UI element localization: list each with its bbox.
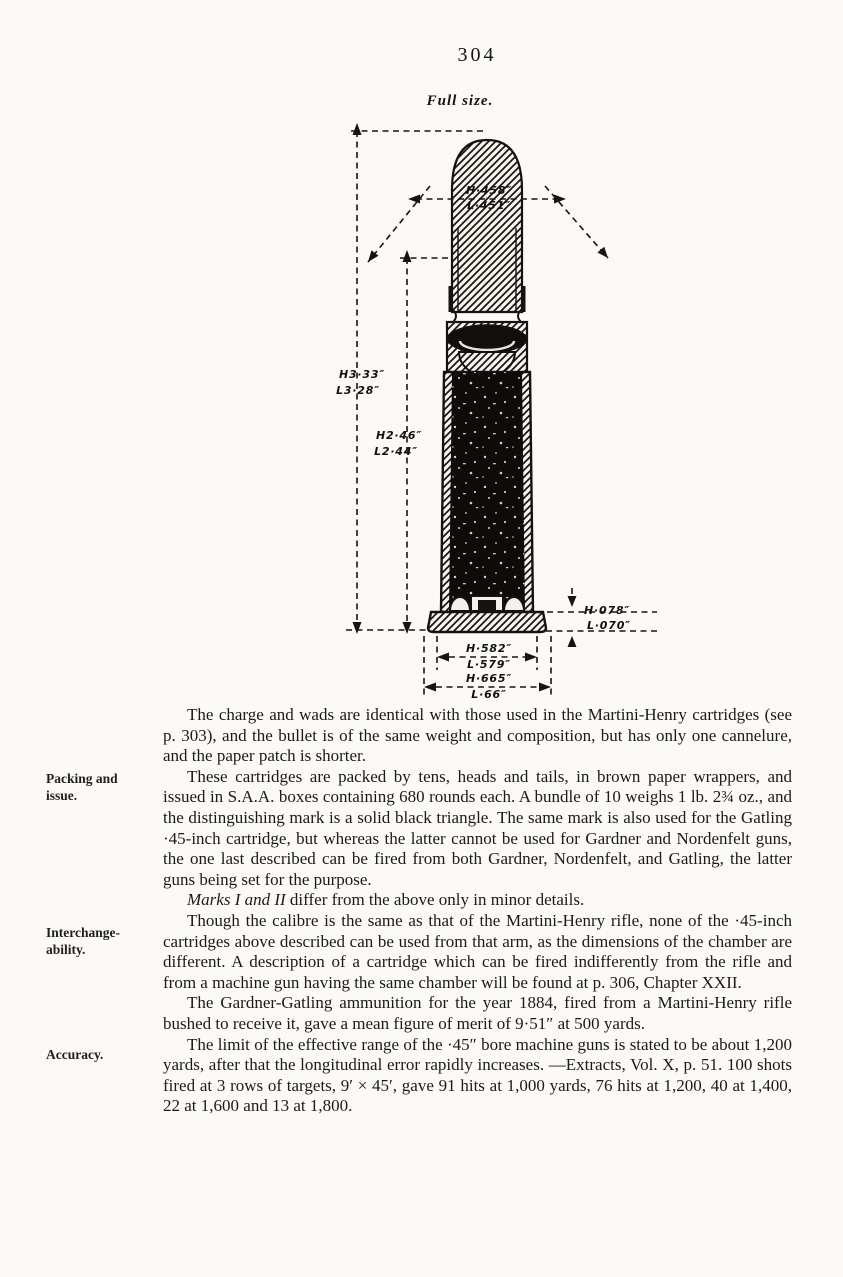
- powder-charge: [449, 372, 525, 612]
- dim-total-length-h: H3·33″: [338, 368, 386, 381]
- paragraph-marks-rest: differ from the above only in minor details.: [285, 890, 585, 910]
- cartridge-diagram: [320, 118, 680, 710]
- paragraph-packing: These cartridges are packed by tens, heads and tails, in brown paper wrappers, and issued in S.A.A. boxes containing 680 rounds each. A bundle of 10 weighs 1 lb. 2¾ oz., and the distinguishing mark is a solid black triangle. The same mark is also used for the Gatling ·45-inch cartridge, but whereas the latter cannot be used for Gardner and Nordenfelt guns, the one last described can be fired from both Gardner, Nordenfelt, and Gatling, the latter guns being set for the purpose.: [163, 766, 792, 889]
- dim-rim-thickness-l: L·070″: [587, 619, 631, 632]
- body-text: [163, 705, 792, 1117]
- dim-head-diameter-l: L·579″: [467, 658, 511, 671]
- paragraph-accuracy: The Gardner-Gatling ammunition for the year 1884, fired from a Martini-Henry rifle bushed to receive it, gave a mean figure of merit of 9·51″ at 500 yards.: [163, 993, 792, 1033]
- paragraph-marks-italic: Marks I and II: [187, 890, 286, 910]
- margin-note-packing: [46, 771, 156, 804]
- dim-case-length-l: L2·44″: [374, 445, 418, 458]
- margin-note-accuracy: [46, 1047, 156, 1064]
- figure-caption: Full size.: [426, 93, 494, 109]
- rim-base: [428, 612, 546, 632]
- paragraph-effective-range: The limit of the effective range of the ·45″ bore machine guns is stated to be about 1,200 yards, after that the longitudinal error rapidly increases. —Extracts, Vol. X, p. 51. 100 shots fired at 3 rows of targets, 9′ × 45′, gave 91 hits at 1,000 yards, 76 hits at 1,200, 40 at 1,400, 22 at 1,600 and 13 at 1,800.: [163, 1034, 792, 1116]
- margin-note-line: Interchange-: [46, 925, 120, 940]
- dim-total-length-l: L3·28″: [336, 384, 380, 397]
- dim-head-diameter-h: H·582″: [465, 642, 513, 655]
- paragraph-charge-wads: The charge and wads are identical with those used in the Martini-Henry cartridges (see p. 303), and the bullet is of the same weight and composition, but has only one cannelure, and the paper patch is shorter.: [163, 705, 792, 766]
- paragraph-marks: [163, 890, 792, 911]
- paragraph-interchangeability: Though the calibre is the same as that of the Martini-Henry rifle, none of the ·45-inch cartridges above described can be used from that arm, as the dimensions of the chamber are different. A description of a cartridge which can be fired indifferently from the rifle and from a machine gun having the same chamber will be found at p. 306, Chapter XXII.: [163, 910, 792, 992]
- margin-note-line: Packing and: [46, 771, 118, 786]
- dim-case-length-h: H2·46″: [375, 429, 423, 442]
- dim-rim-thickness-h: H·078″: [584, 604, 631, 617]
- page-number: 304: [457, 44, 497, 66]
- margin-note-line: Accuracy.: [46, 1047, 104, 1062]
- dim-bullet-diameter-l: L·451″: [467, 199, 511, 212]
- margin-note-interchangeability: [46, 925, 156, 958]
- margin-note-line: ability.: [46, 941, 86, 957]
- dim-rim-diameter-h: H·665″: [465, 672, 513, 685]
- dim-rim-diameter-l: L·66″: [471, 688, 507, 701]
- margin-note-line: issue.: [46, 787, 78, 803]
- dim-bullet-diameter-h: H·458″: [465, 184, 513, 197]
- bullet-section: [452, 140, 522, 312]
